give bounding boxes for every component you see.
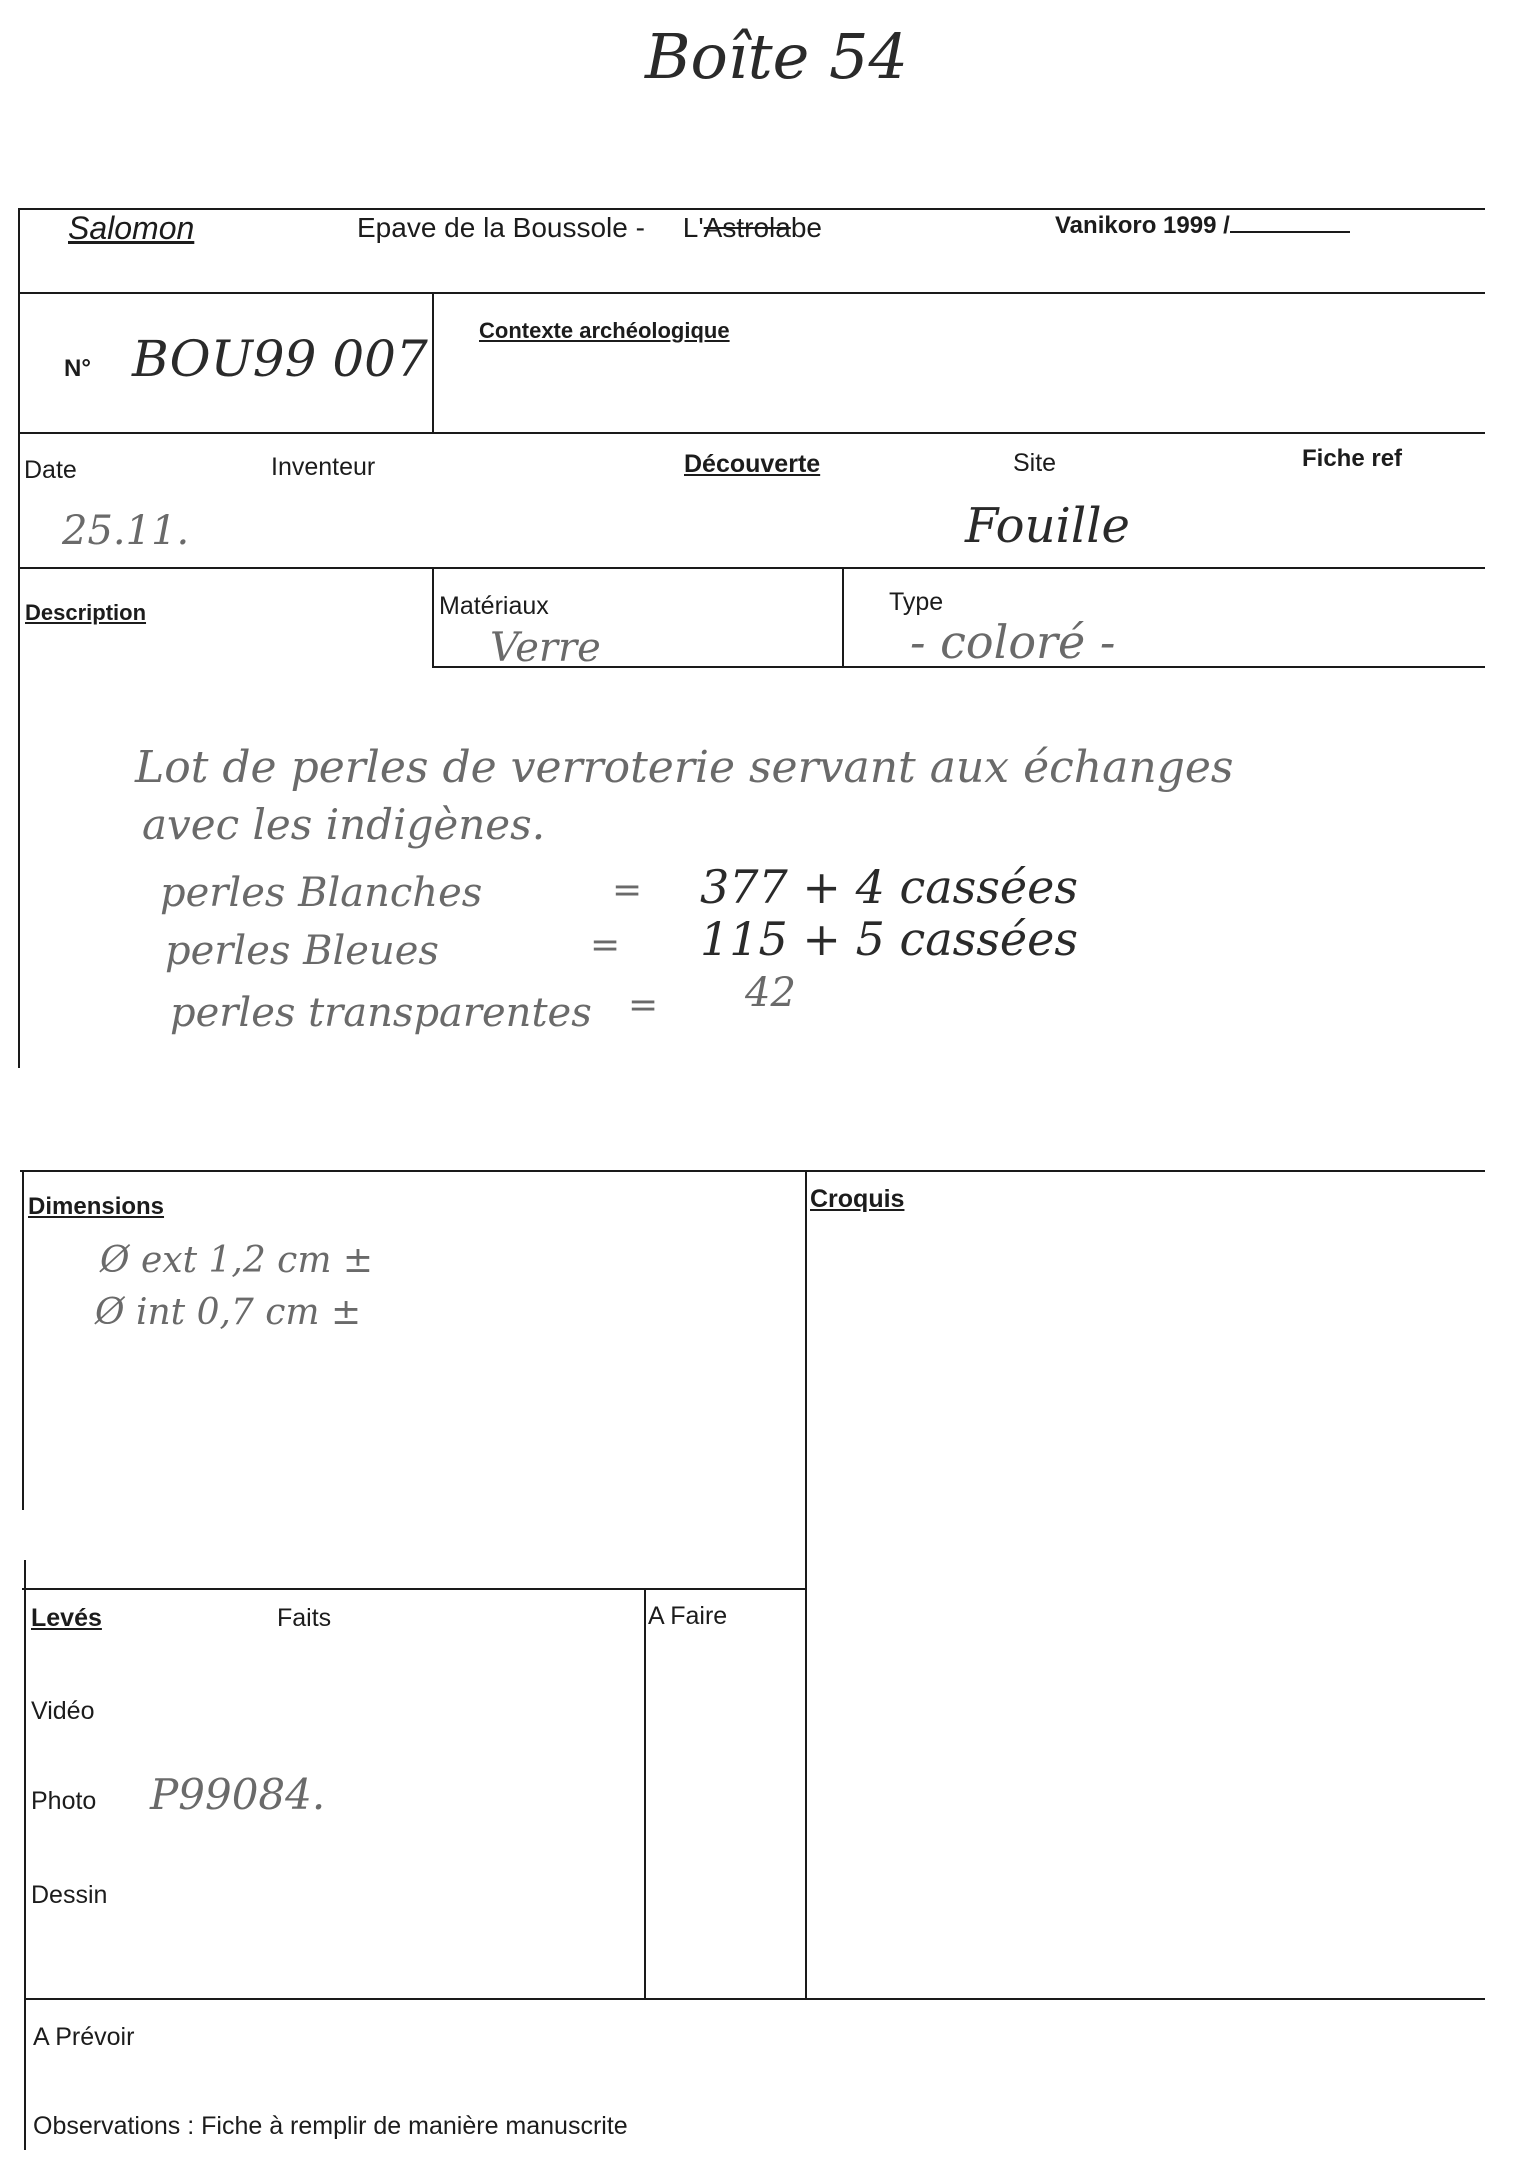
observations-text: Observations : Fiche à remplir de manière manuscrite: [33, 2112, 628, 2140]
collection-name: Salomon: [68, 210, 195, 246]
year-blank: [1230, 213, 1350, 233]
materials-label: Matériaux: [439, 592, 549, 620]
box-number-note: Boîte 54: [645, 20, 908, 93]
rule-leves-bottom: [24, 1998, 1485, 2000]
photo-value: P99084.: [150, 1770, 326, 1819]
description-label: Description: [25, 600, 147, 625]
ship-name: L'Astrolabe: [682, 212, 822, 243]
rule-left-lower: [22, 1170, 24, 1510]
item-value: 377 + 4 cassées: [700, 860, 1078, 914]
dimension-inner: Ø int 0,7 cm ±: [95, 1292, 362, 1333]
leves-label: Levés: [31, 1604, 102, 1632]
rule-materials-left: [432, 567, 434, 667]
type-value: - coloré -: [910, 615, 1116, 669]
drawing-label: Dessin: [31, 1881, 108, 1909]
campaign-year: Vanikoro 1999 /: [1055, 212, 1350, 240]
done-label: Faits: [277, 1604, 332, 1632]
item-equals: =: [590, 925, 621, 966]
wreck-title: [357, 212, 822, 244]
rule-discovery-bottom: [18, 567, 1485, 569]
rule-left-bottom: [24, 1560, 26, 2150]
video-label: Vidéo: [31, 1697, 95, 1725]
rule-afaire-divider: [644, 1588, 646, 1998]
wreck-label: Epave de la Boussole -: [357, 212, 645, 243]
description-text-line2: avec les indigènes.: [142, 800, 546, 849]
rule-top: [18, 208, 1485, 210]
rule-materials-divider: [842, 567, 844, 667]
number-label: N°: [64, 355, 91, 382]
date-label: Date: [24, 456, 77, 484]
item-label: perles transparentes: [170, 990, 592, 1036]
rule-description-bottom: [20, 1170, 1485, 1172]
rule-number-divider: [432, 292, 434, 432]
site-value: Fouille: [965, 498, 1130, 554]
photo-label: Photo: [31, 1787, 97, 1815]
item-equals: =: [628, 985, 659, 1026]
rule-title-bottom: [18, 292, 1485, 294]
materials-value: Verre: [490, 625, 601, 671]
rule-dimensions-right: [805, 1588, 807, 1998]
todo-label: A Faire: [648, 1602, 728, 1630]
fiche-ref-label: Fiche ref: [1302, 445, 1403, 472]
item-label: perles Bleues: [165, 928, 439, 974]
site-label: Site: [1013, 449, 1057, 477]
rule-number-bottom: [18, 432, 1485, 434]
item-label: perles Blanches: [160, 870, 483, 916]
item-value: 115 + 5 cassées: [700, 912, 1078, 966]
item-equals: =: [612, 870, 643, 911]
planned-label: A Prévoir: [33, 2023, 135, 2051]
inventor-label: Inventeur: [271, 453, 376, 481]
number-value: BOU99 007: [132, 330, 428, 388]
type-label: Type: [889, 588, 944, 616]
description-text-line1: Lot de perles de verroterie servant aux échanges: [135, 742, 1234, 793]
date-value: 25.11.: [62, 508, 190, 554]
context-label: Contexte archéologique: [479, 318, 730, 343]
item-value: 42: [745, 970, 796, 1016]
discovery-label: Découverte: [684, 450, 821, 478]
rule-dimensions-bottom: [22, 1588, 806, 1590]
dimension-outer: Ø ext 1,2 cm ±: [100, 1240, 374, 1281]
dimensions-label: Dimensions: [28, 1193, 165, 1220]
rule-left-upper: [18, 208, 20, 1068]
sketch-label: Croquis: [810, 1185, 905, 1213]
